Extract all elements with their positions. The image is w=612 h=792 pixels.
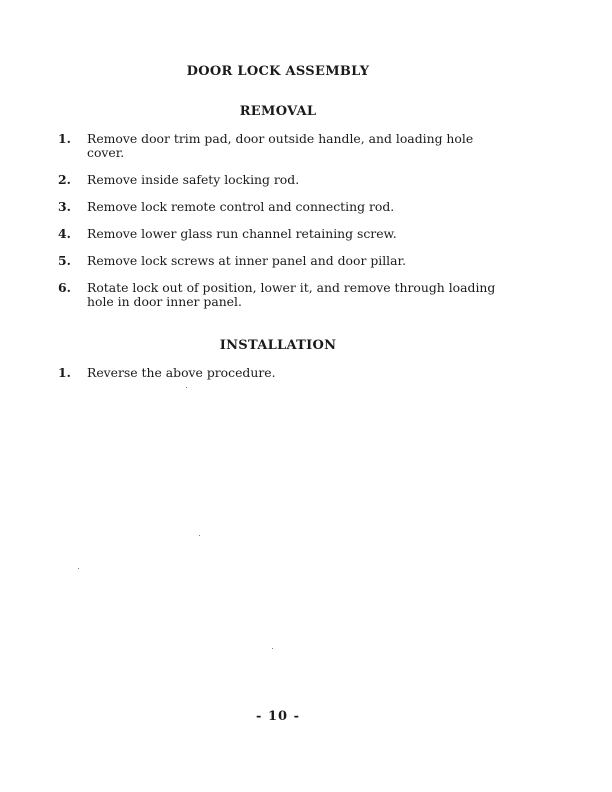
step-text: Remove inside safety locking rod. [87,172,300,187]
removal-step [58,132,508,160]
step-number: 1. [58,365,71,380]
step-number: 4. [58,226,71,241]
installation-step [58,366,508,380]
step-number: 6. [58,280,71,295]
removal-step [58,173,508,187]
step-number: 3. [58,199,71,214]
page-number: - 10 - [256,709,300,724]
removal-steps-list [58,132,508,322]
scan-speck [78,568,79,569]
step-text: Remove lock remote control and connecting rod. [87,199,395,214]
removal-heading: REMOVAL [239,104,317,119]
scan-speck [272,648,273,649]
installation-heading: INSTALLATION [219,338,337,353]
scan-speck [186,387,187,388]
removal-step [58,254,508,268]
step-text: Reverse the above procedure. [87,365,276,380]
document-title: DOOR LOCK ASSEMBLY [186,64,370,79]
step-text: Remove door trim pad, door outside handle, and loading hole cover. [87,131,474,160]
step-number: 2. [58,172,71,187]
removal-step [58,200,508,214]
step-text: Rotate lock out of position, lower it, and remove through loading hole in door inner panel. [87,280,496,309]
removal-step [58,281,508,309]
removal-step [58,227,508,241]
step-number: 1. [58,131,71,146]
step-text: Remove lock screws at inner panel and door pillar. [87,253,407,268]
scan-speck [199,535,200,536]
step-text: Remove lower glass run channel retaining screw. [87,226,397,241]
installation-steps-list [58,366,508,393]
step-number: 5. [58,253,71,268]
